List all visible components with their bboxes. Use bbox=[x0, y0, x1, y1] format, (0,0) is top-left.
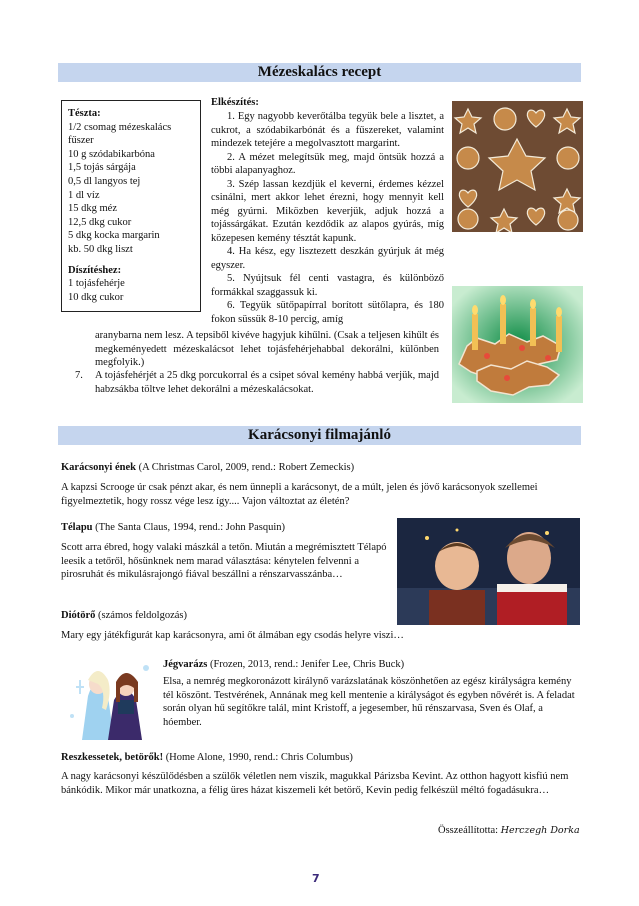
films-title: Karácsonyi filmajánló bbox=[58, 426, 581, 445]
film-heading-santa-claus bbox=[61, 521, 391, 535]
santa-clause-movie-still bbox=[397, 518, 580, 625]
list-item: 1,5 tojás sárgája bbox=[68, 162, 136, 174]
gingerbread-cookies-illustration bbox=[452, 101, 583, 232]
method-heading: Elkészítés: bbox=[211, 97, 259, 108]
list-item: 10 dkg cukor bbox=[68, 291, 124, 303]
method-step: 3. Szép lassan kezdjük el keverni, érdemes kézzel csinálni, mert akkor lehet érezni, hogy mennyit kell még gyúrni. Miközben keverjük, adjuk hozzá a tojássárgákat. Ezután kezdődik az alapos gyúrás, míg közepesen kemény tésztát kapunk. bbox=[211, 178, 444, 244]
list-item: 1 dl víz bbox=[68, 189, 100, 201]
decor-heading: Díszítéshez: bbox=[68, 264, 122, 276]
method-step: 5. Nyújtsuk fél centi vastagra, és különböző formákkal szaggassuk ki. bbox=[211, 273, 444, 298]
list-item: 5 dkg kocka margarin bbox=[68, 230, 160, 242]
list-item: 1 tojásfehérje bbox=[68, 278, 125, 290]
step6-continued: aranybarna nem lesz. A tepsiből kivéve hagyjuk kihűlni. (Csak a teljesen kihűlt és megkeményedett mézeskalácsot lehet tojásfehérjehabbal dekorálni, különben megfolyik.) bbox=[95, 330, 439, 368]
ingredients-list bbox=[68, 121, 196, 257]
method-steps bbox=[211, 110, 444, 326]
frozen-illustration bbox=[66, 656, 156, 742]
list-item: 12,5 dkg cukor bbox=[68, 216, 132, 228]
recipe-title: Mézeskalács recept bbox=[58, 63, 581, 82]
film-desc-santa-claus: Scott arra ébred, hogy valaki mászkál a tetőn. Miután a megrémisztett Télapó leesik a tetőről, hősünknek nem marad választása: kénytelen felvenni a pirosruhát és mikulásrajongó fiával beszállni a rénszarvasszánba… bbox=[61, 542, 387, 580]
list-item: fűszer bbox=[68, 135, 94, 147]
list-item: kb. 50 dkg liszt bbox=[68, 243, 133, 255]
gingerbread-candles-photo bbox=[452, 286, 583, 403]
film-heading-christmas-carol bbox=[61, 461, 581, 475]
film-meta: (A Christmas Carol, 2009, rend.: Robert Zemeckis) bbox=[135, 462, 355, 473]
ingredients-box bbox=[61, 100, 201, 312]
list-item: 15 dkg méz bbox=[68, 203, 117, 215]
page-number: 7 bbox=[312, 872, 320, 885]
film-heading-frozen bbox=[163, 658, 581, 672]
frozen-characters-image bbox=[66, 656, 156, 742]
film-desc-home-alone: A nagy karácsonyi készülődésben a szülők véletlen nem viszik, magukkal Párizsba Kevint. Az otthon hagyott kisfiú nem bánkódik. Mikor már unatkozna, a félig üres házat kiszemeli két betörő, Kevin pedig felkészül méltó fogadásukra… bbox=[61, 771, 569, 796]
method-step: 4. Ha kész, egy lisztezett deszkán gyúrjuk át még egyszer. bbox=[211, 246, 444, 271]
film-meta: (Home Alone, 1990, rend.: Chris Columbus) bbox=[163, 752, 353, 763]
film-title: Diótörő bbox=[61, 610, 96, 621]
step7-number: 7. bbox=[75, 370, 83, 381]
movie-still-illustration bbox=[397, 518, 580, 625]
film-desc-christmas-carol: A kapzsi Scrooge úr csak pénzt akar, és nem ünnepli a karácsonyt, de a múlt, jelen és jövő karácsonyok szellemei figyelmeztetik, hogy rossz vége lesz így.... Vajon változtat az életén? bbox=[61, 482, 538, 507]
method-step: 6. Tegyük sütőpapírral borított sütőlapra, és 180 fokon süssük 8-10 percig, amíg bbox=[211, 300, 444, 325]
credit bbox=[438, 824, 580, 838]
method-step: 1. Egy nagyobb keverőtálba tegyük bele a lisztet, a cukrot, a szódabikarbónát és a fűszereket, valamint mindezek tetejére a megolvasztott margarint. bbox=[211, 111, 444, 149]
film-meta: (The Santa Claus, 1994, rend.: John Pasquin) bbox=[92, 522, 285, 533]
method-step: 2. A mézet melegítsük meg, majd öntsük hozzá a többi alapanyaghoz. bbox=[211, 151, 444, 176]
gingerbread-candles-illustration bbox=[452, 286, 583, 403]
film-desc-frozen: Elsa, a nemrég megkoronázott királynő varázslatának köszönhetően az egész királyságra kemény tél köszönt. Testvérének, Annának meg kell mentenie a királyságot és egyben nővérét is. A feladat során olyan hű segítőkre talál, mint Kristoff, a jegesember, hű rénszarvasa, Sven és Olaf, a hóember. bbox=[163, 676, 575, 728]
film-title: Karácsonyi ének bbox=[61, 462, 136, 473]
credit-label: Összeállította: bbox=[438, 825, 499, 836]
step7-text: A tojásfehérjét a 25 dkg porcukorral és a csipet sóval kemény habbá verjük, majd habzsákba töltve lehet dekorálni a mézeskalácsokat. bbox=[95, 370, 439, 395]
film-meta: (Frozen, 2013, rend.: Jenifer Lee, Chris Buck) bbox=[207, 659, 405, 670]
film-heading-nutcracker bbox=[61, 609, 391, 623]
credit-author: Herczegh Dorka bbox=[500, 825, 580, 836]
decor-list bbox=[68, 277, 196, 304]
film-title: Jégvarázs bbox=[163, 659, 208, 670]
film-meta: (számos feldolgozás) bbox=[95, 610, 187, 621]
ingredients-heading: Tészta: bbox=[68, 108, 101, 119]
film-heading-home-alone bbox=[61, 751, 581, 765]
list-item: 1/2 csomag mézeskalács bbox=[68, 121, 172, 133]
list-item: 10 g szódabikarbóna bbox=[68, 148, 155, 160]
gingerbread-cookies-photo bbox=[452, 101, 583, 232]
film-title: Télapu bbox=[61, 522, 93, 533]
list-item: 0,5 dl langyos tej bbox=[68, 175, 141, 187]
film-desc-nutcracker: Mary egy játékfigurát kap karácsonyra, ami őt álmában egy csodás helyre viszi… bbox=[61, 630, 404, 641]
film-title: Reszkessetek, betörők! bbox=[61, 752, 164, 763]
